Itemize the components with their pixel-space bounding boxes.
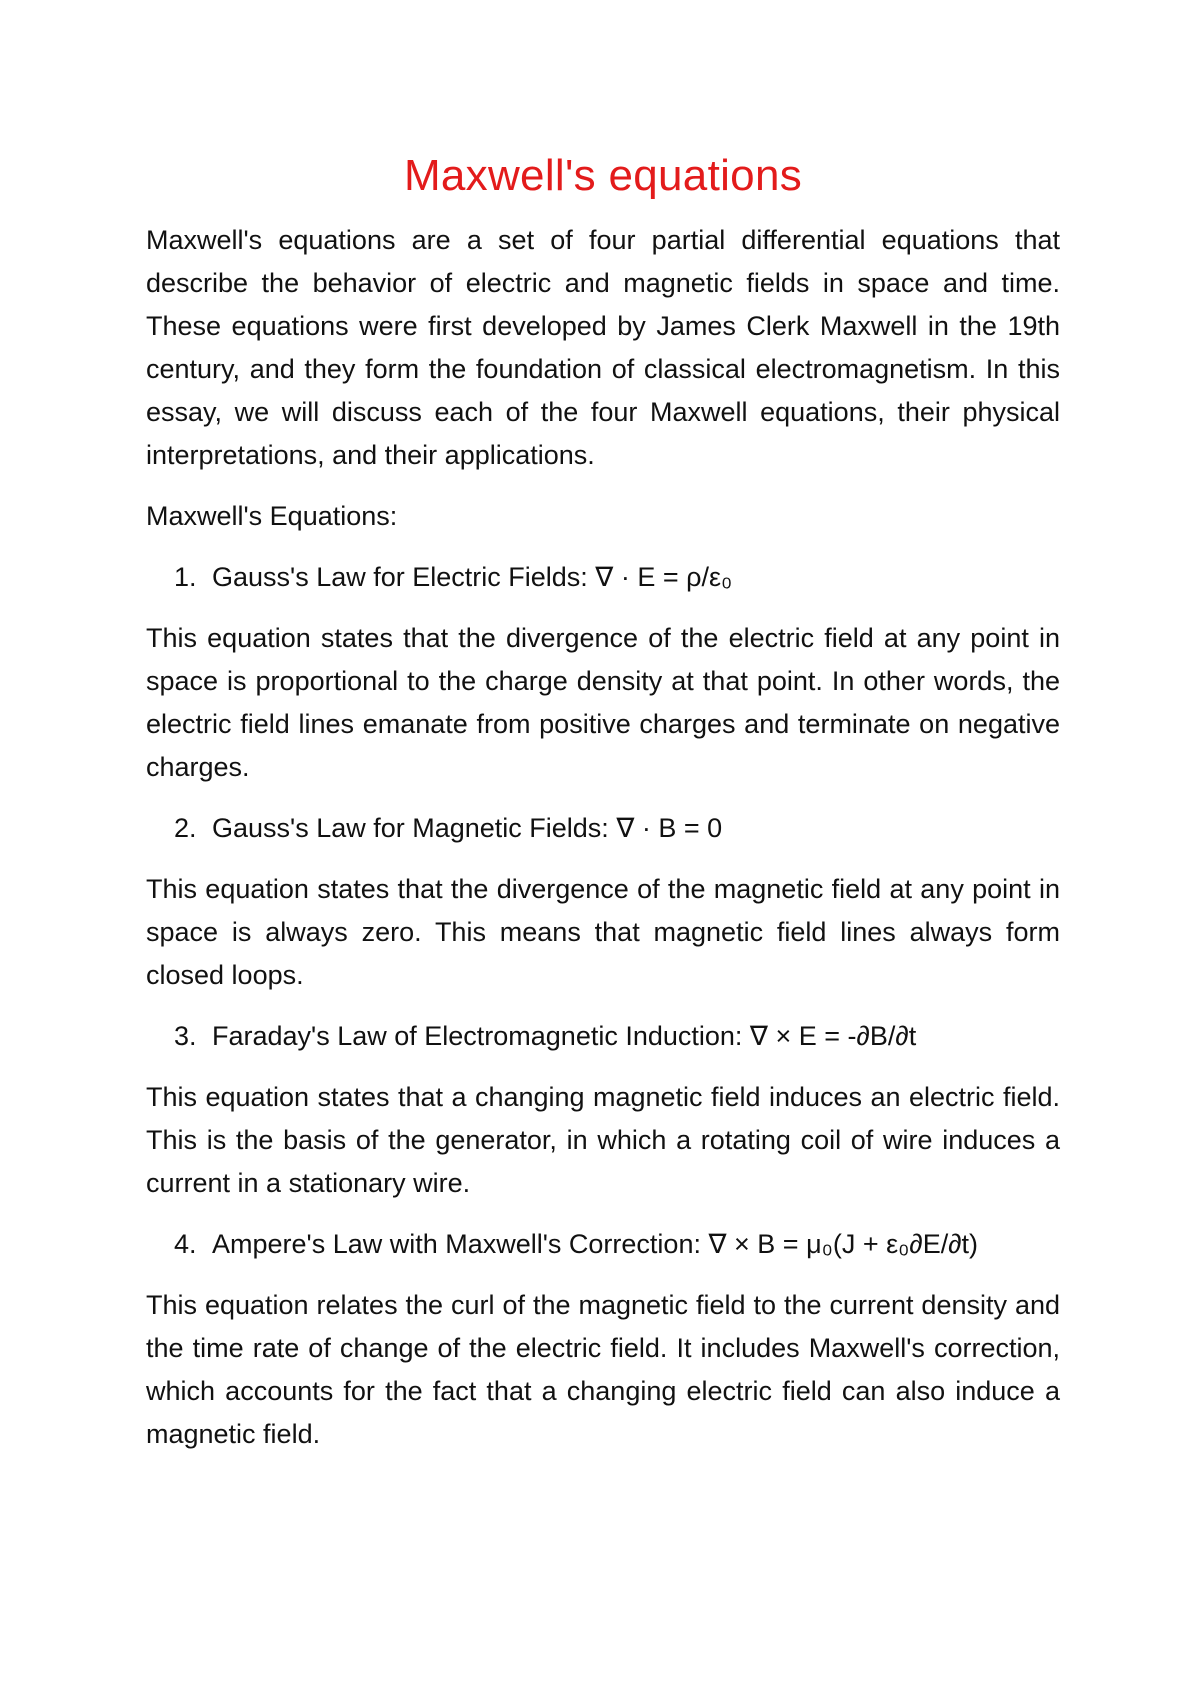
equation-description-2: This equation states that the divergence of the magnetic field at any point in space is always zero. This means that magnetic field lines always form closed loops.	[146, 873, 1060, 990]
equation-item-3	[146, 1015, 1060, 1058]
equation-number: 2.	[174, 812, 197, 843]
document-page	[146, 150, 1060, 1474]
equation-label: Faraday's Law of Electromagnetic Induction: ∇ × E = -∂B/∂t	[212, 1020, 917, 1051]
equation-number: 4.	[174, 1228, 197, 1259]
equation-description-3: This equation states that a changing magnetic field induces an electric field. This is the basis of the generator, in which a rotating coil of wire induces a current in a stationary wire.	[146, 1081, 1060, 1198]
equation-description-4: This equation relates the curl of the magnetic field to the current density and the time rate of change of the electric field. It includes Maxwell's correction, which accounts for the fact that a changing electric field can also induce a magnetic field.	[146, 1289, 1060, 1449]
equation-label: Gauss's Law for Electric Fields: ∇ · E = ρ/ε₀	[212, 561, 733, 592]
equation-description-1: This equation states that the divergence of the electric field at any point in space is proportional to the charge density at that point. In other words, the electric field lines emanate from positive charges and terminate on negative charges.	[146, 622, 1060, 782]
equation-number: 1.	[174, 561, 197, 592]
equation-number: 3.	[174, 1020, 197, 1051]
equation-label: Gauss's Law for Magnetic Fields: ∇ · B = 0	[212, 812, 723, 843]
equation-item-4	[146, 1223, 1060, 1266]
intro-paragraph: Maxwell's equations are a set of four partial differential equations that describe the behavior of electric and magnetic fields in space and time. These equations were first developed by James Clerk Maxwell in the 19th century, and they form the foundation of classical electromagnetism. In this essay, we will discuss each of the four Maxwell equations, their physical interpretations, and their applications.	[146, 224, 1060, 470]
document-title: Maxwell's equations	[403, 151, 803, 200]
equation-item-1	[146, 556, 1060, 599]
equation-item-2	[146, 807, 1060, 850]
equation-label: Ampere's Law with Maxwell's Correction: ∇ × B = μ₀(J + ε₀∂E/∂t)	[212, 1228, 979, 1259]
equations-heading: Maxwell's Equations:	[146, 500, 398, 531]
